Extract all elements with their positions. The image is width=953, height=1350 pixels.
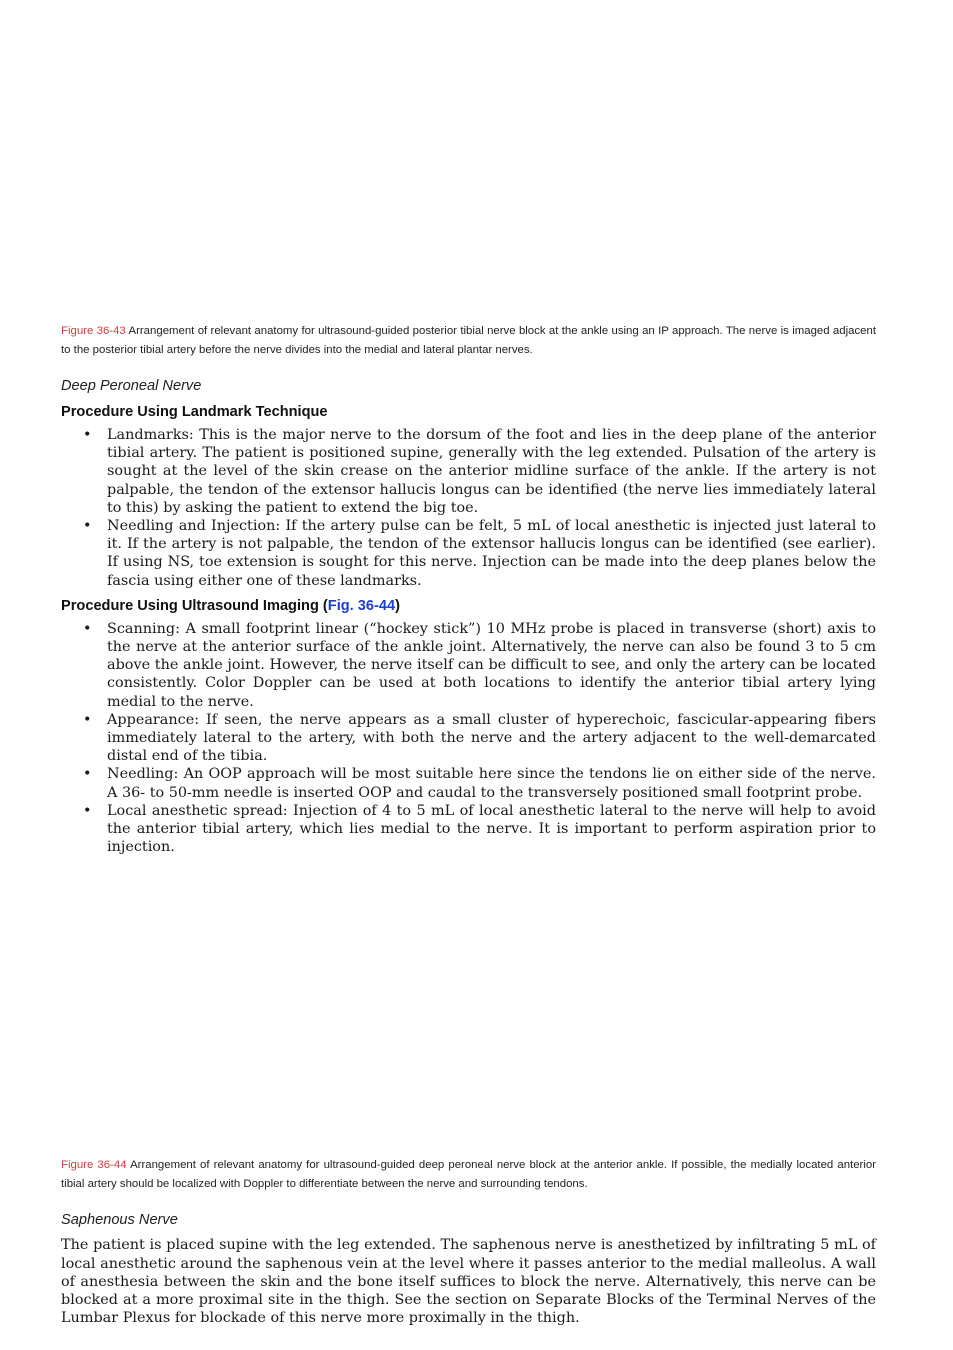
list-item: • Local anesthetic spread: Injection of 4 to 5 mL of local anesthetic lateral to the nerve will help to avoid the anterior tibial artery, which lies medial to the nerve. It is important to perform aspiration prior to injection. <box>83 802 876 856</box>
figure-36-43-caption-text: Arrangement of relevant anatomy for ultrasound-guided posterior tibial nerve block at the ankle using an IP approach. The nerve is imaged adjacent to the posterior tibial artery before the nerve divides into the medial and lateral plantar nerves. <box>61 325 876 356</box>
figure-36-44-image-area <box>61 856 876 1156</box>
bullet: • <box>83 427 92 443</box>
ultrasound-list <box>61 620 876 857</box>
bullet: • <box>83 711 92 728</box>
saphenous-nerve-heading: Saphenous Nerve <box>61 1212 178 1229</box>
bullet: • <box>83 766 92 783</box>
figure-36-44-label[interactable]: Figure 36-44 <box>61 1159 127 1172</box>
landmark-list <box>61 426 876 590</box>
bullet: • <box>83 620 92 637</box>
figure-36-43-image-area <box>61 0 876 322</box>
ultrasound-imaging-heading: Procedure Using Ultrasound Imaging (Fig. 36-44) <box>61 597 400 614</box>
document-page <box>61 0 876 1327</box>
figure-36-44-caption-text: Arrangement of relevant anatomy for ultrasound-guided deep peroneal nerve block at the anterior ankle. If possible, the medially located anterior tibial artery should be localized with Doppler to differentiate between the nerve and surrounding tendons. <box>61 1159 876 1191</box>
deep-peroneal-nerve-heading: Deep Peroneal Nerve <box>61 378 202 394</box>
list-item: • Needling and Injection: If the artery pulse can be felt, 5 mL of local anesthetic is injected just lateral to it. If the artery is not palpable, the tendon of the extensor hallucis longus can be identified (see earlier). If using NS, toe extension is sought for this nerve. Injection can be made into the deep planes below the fascia using either one of these landmarks. <box>83 518 876 589</box>
landmark-technique-heading: Procedure Using Landmark Technique <box>61 404 328 420</box>
list-item: • Landmarks: This is the major nerve to the dorsum of the foot and lies in the deep plane of the anterior tibial artery. The patient is positioned supine, generally with the leg extended. Pulsation of the artery is sought at the level of the skin crease on the anterior midline surface of the ankle. If the artery is not palpable, the tendon of the extensor hallucis longus can be identified (the nerve lies immediately lateral to this) by asking the patient to extend the big toe. <box>83 427 876 516</box>
figure-36-43-label[interactable]: Figure 36-43 <box>61 325 126 337</box>
list-item: • Scanning: A small footprint linear (“hockey stick”) 10 MHz probe is placed in transverse (short) axis to the nerve at the anterior surface of the ankle joint. Alternatively, the nerve can also be found 3 to 5 cm above the ankle joint. However, the nerve itself can be difficult to see, and only the artery can be located consistently. Color Doppler can be used at both locations to identify the anterior tibial artery lying medial to the nerve. <box>83 620 876 710</box>
figure-36-43-caption <box>61 322 876 360</box>
fig-36-44-link[interactable]: Fig. 36-44 <box>327 597 396 614</box>
figure-36-44-caption <box>61 1156 876 1194</box>
bullet: • <box>83 802 92 819</box>
bullet: • <box>83 518 92 535</box>
list-item: • Needling: An OOP approach will be most suitable here since the tendons lie on either side of the nerve. A 36- to 50-mm needle is inserted OOP and caudal to the transversely positioned small footprint probe. <box>83 766 876 801</box>
saphenous-paragraph: The patient is placed supine with the leg extended. The saphenous nerve is anesthetized by infiltrating 5 mL of local anesthetic around the saphenous vein at the level where it passes anterior to the medial malleolus. A wall of anesthesia between the skin and the bone itself suffices to block the nerve. Alternatively, this nerve can be blocked at a more proximal site in the thigh. See the section on Separate Blocks of the Terminal Nerves of the Lumbar Plexus for blockade of this nerve more proximally in the thigh. <box>61 1237 876 1327</box>
list-item: • Appearance: If seen, the nerve appears as a small cluster of hyperechoic, fascicular-appearing fibers immediately lateral to the artery, with both the nerve and the artery adjacent to the well-demarcated distal end of the tibia. <box>83 711 876 765</box>
